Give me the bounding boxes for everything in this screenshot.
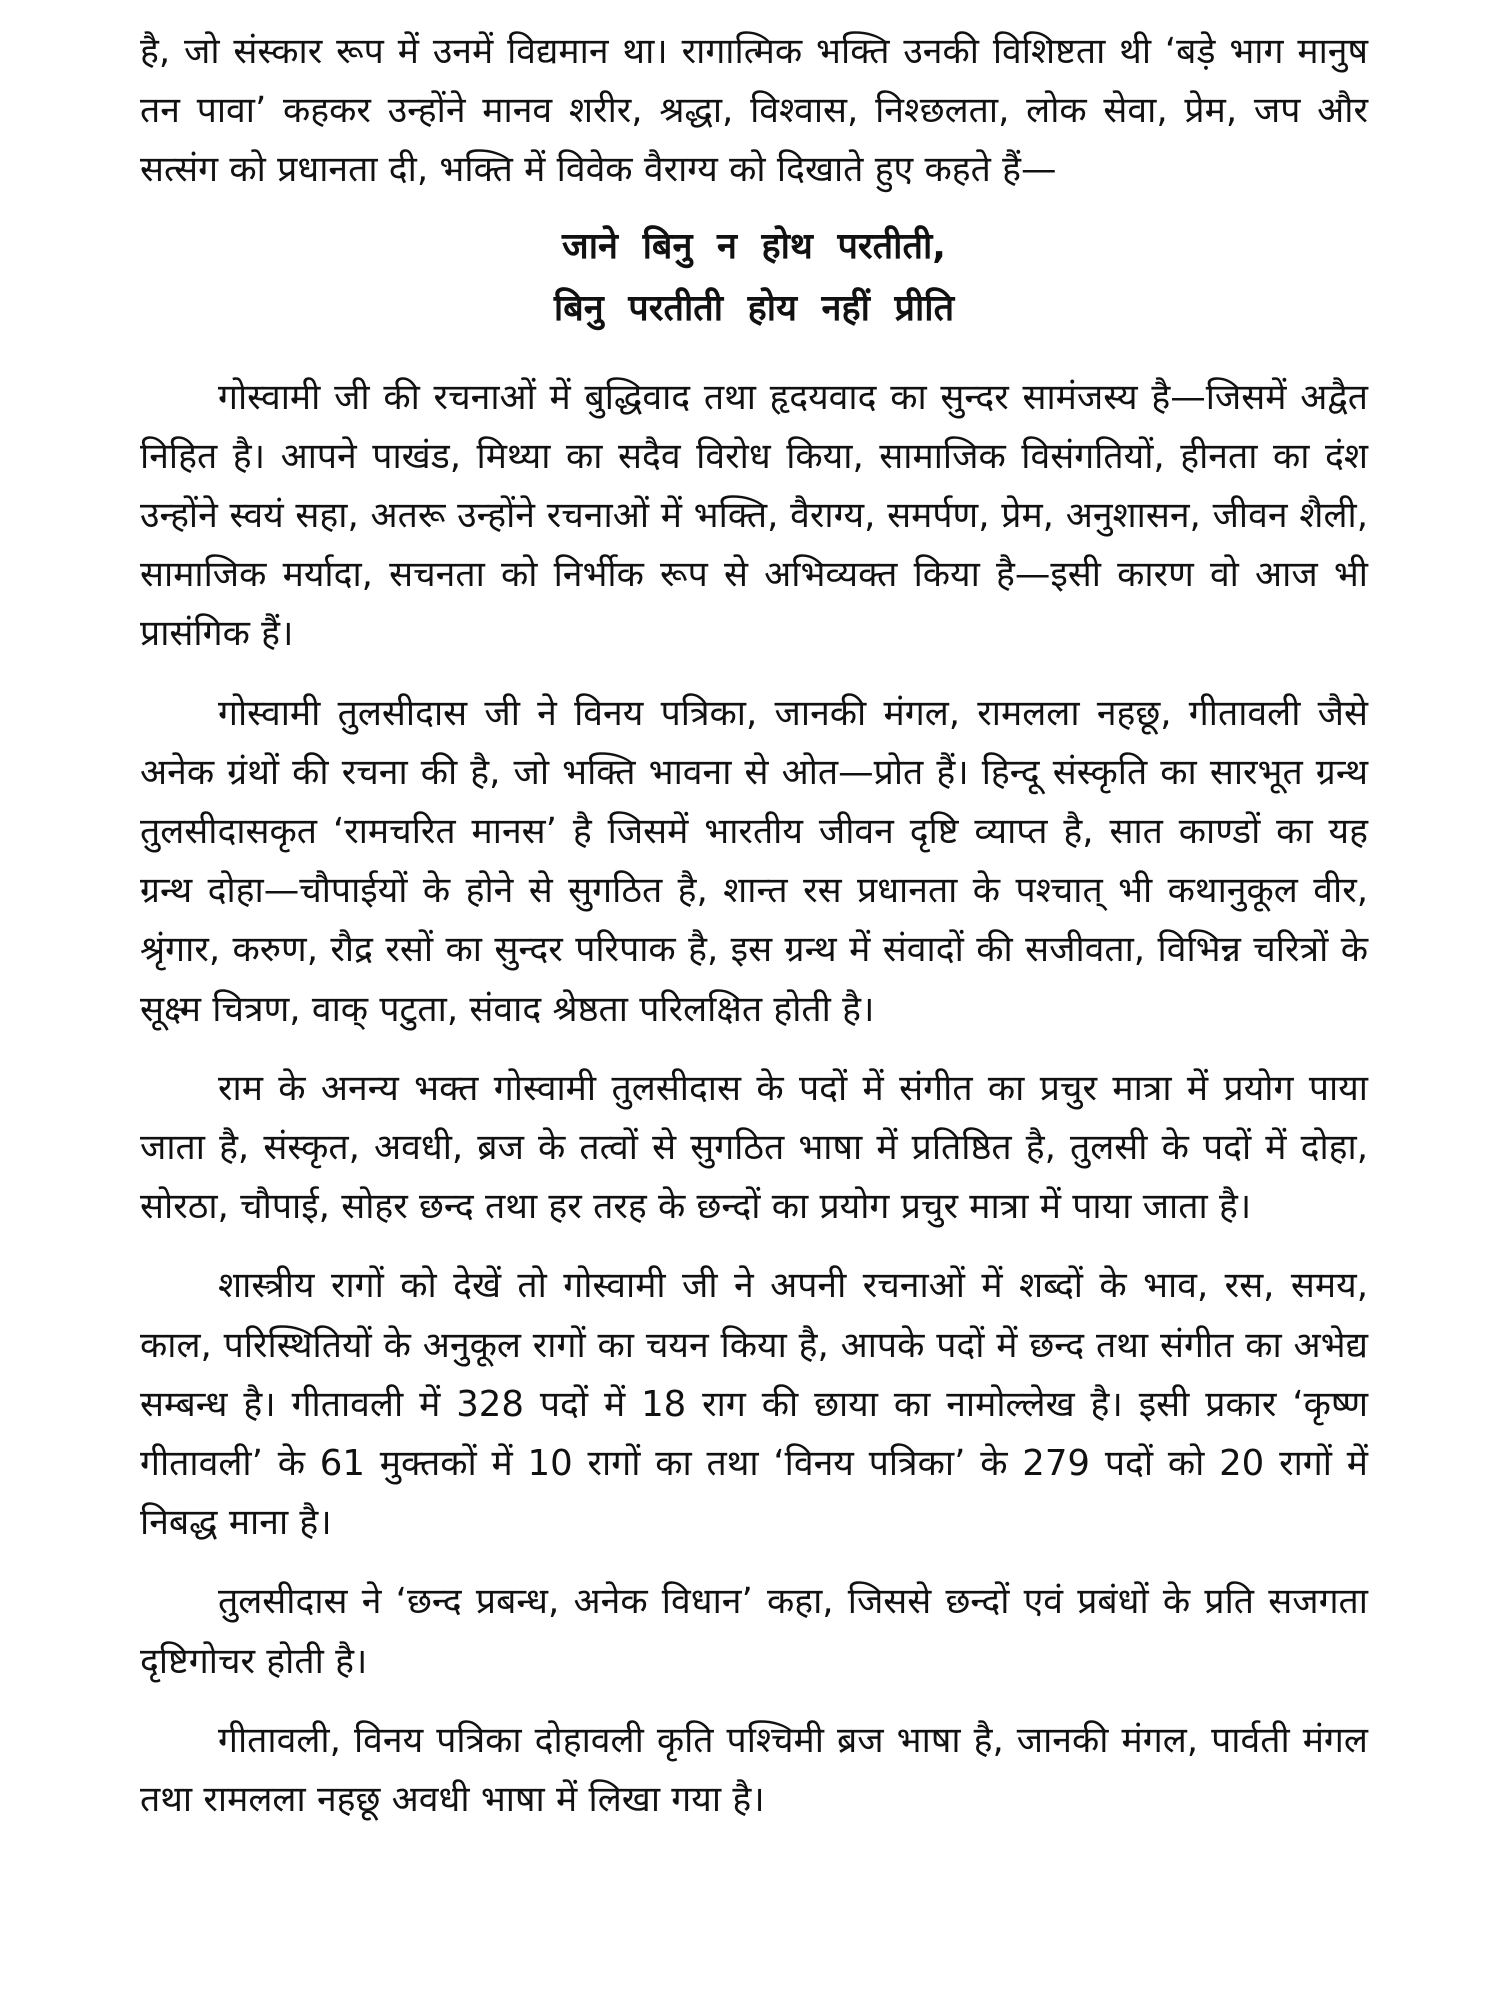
paragraph-5: तुलसीदास ने ‘छन्द प्रबन्ध, अनेक विधान’ कहा, जिससे छन्दों एवं प्रबंधों के प्रति सजगता दृष्टिगोचर होती है। [140,1581,1368,1682]
couplet-line-1: जाने बिनु न होथ परतीती, [562,225,946,267]
quoted-couplet [140,216,1368,340]
paragraph-1: गोस्वामी जी की रचनाओं में बुद्धिवाद तथा हृदयवाद का सुन्दर सामंजस्य है—जिसमें अद्वैत निहित है। आपने पाखंड, मिथ्या का सदैव विरोध किया, सामाजिक विसंगतियों, हीनता का दंश उन्होंने स्वयं सहा, अतरू उन्होंने रचनाओं में भक्ति, वैराग्य, समर्पण, प्रेम, अनुशासन, जीवन शैली, सामाजिक मर्यादा, सचनता को निर्भीक रूप से अभिव्यक्त किया है—इसी कारण वो आज भी प्रासंगिक हैं। [140,376,1368,655]
paragraph-3: राम के अनन्य भक्त गोस्वामी तुलसीदास के पदों में संगीत का प्रचुर मात्रा में प्रयोग पाया जाता है, संस्कृत, अवधी, ब्रज के तत्वों से सुगठित भाषा में प्रतिष्ठित है, तुलसी के पदों में दोहा, सोरठा, चौपाई, सोहर छन्द तथा हर तरह के छन्दों का प्रयोग प्रचुर मात्रा में पाया जाता है। [140,1067,1368,1228]
intro-paragraph: है, जो संस्कार रूप में उनमें विद्यमान था। रागात्मिक भक्ति उनकी विशिष्टता थी ‘बड़े भाग मानुष तन पावा’ कहकर उन्होंने मानव शरीर, श्रद्धा, विश्वास, निश्छलता, लोक सेवा, प्रेम, जप और सत्संग को प्रधानता दी, भक्ति में विवेक वैराग्य को दिखाते हुए कहते हैं— [140,31,1368,191]
paragraph-2: गोस्वामी तुलसीदास जी ने विनय पत्रिका, जानकी मंगल, रामलला नहछू, गीतावली जैसे अनेक ग्रंथों की रचना की है, जो भक्ति भावना से ओत—प्रोत हैं। हिन्दू संस्कृति का सारभूत ग्रन्थ तुलसीदासकृत ‘रामचरित मानस’ है जिसमें भारतीय जीवन दृष्टि व्याप्त है, सात काण्डों का यह ग्रन्थ दोहा—चौपाईयों के होने से सुगठित है, शान्त रस प्रधानता के पश्चात् भी कथानुकूल वीर, श्रृंगार, करुण, रौद्र रसों का सुन्दर परिपाक है, इस ग्रन्थ में संवादों की सजीवता, विभिन्न चरित्रों के सूक्ष्म चित्रण, वाक् पटुता, संवाद श्रेष्ठता परिलक्षित होती है। [140,692,1368,1030]
document-page [140,22,1368,1829]
couplet-line-2: बिनु परतीती होय नहीं प्रीति [553,287,955,329]
paragraph-4: शास्त्रीय रागों को देखें तो गोस्वामी जी ने अपनी रचनाओं में शब्दों के भाव, रस, समय, काल, परिस्थितियों के अनुकूल रागों का चयन किया है, आपके पदों में छन्द तथा संगीत का अभेद्य सम्बन्ध है। गीतावली में 328 पदों में 18 राग की छाया का नामोल्लेख है। इसी प्रकार ‘कृष्ण गीतावली’ के 61 मुक्तकों में 10 रागों का तथा ‘विनय पत्रिका’ के 279 पदों को 20 रागों में निबद्ध माना है। [140,1265,1368,1544]
paragraph-6: गीतावली, विनय पत्रिका दोहावली कृति पश्चिमी ब्रज भाषा है, जानकी मंगल, पार्वती मंगल तथा रामलला नहछू अवधी भाषा में लिखा गया है। [140,1719,1368,1821]
